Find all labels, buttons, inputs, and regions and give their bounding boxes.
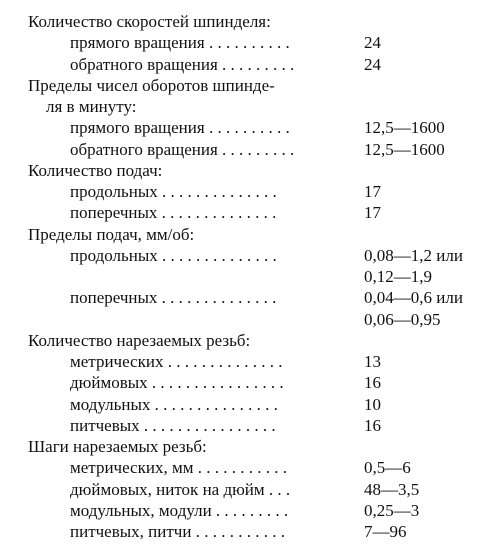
line-value: 12,5—1600 [364,140,445,159]
line-label: питчевых . . . . . . . . . . . . . . . . [70,416,276,435]
line-label: Пределы подач, мм/об: [28,225,195,244]
line-value: 24 [364,55,381,74]
line-label: модульных . . . . . . . . . . . . . . . [70,395,278,414]
line-value: 0,25—3 [364,501,420,520]
line-value: 16 [364,416,381,435]
line-label: прямого вращения . . . . . . . . . . [70,118,290,137]
line-label: дюймовых, ниток на дюйм . . . [70,480,291,499]
line-label: Пределы чисел оборотов шпинде- [28,76,275,95]
line-label: модульных, модули . . . . . . . . . [70,501,289,520]
line-label: продольных . . . . . . . . . . . . . . [70,182,277,201]
line-value: 0,5—6 [364,458,411,477]
line-label: Количество нарезаемых резьб: [28,331,251,350]
line-value: 48—3,5 [364,480,420,499]
line-label: Количество подач: [28,161,163,180]
line-value: 17 [364,203,381,222]
line-label: обратного вращения . . . . . . . . . [70,55,295,74]
line-label: поперечных . . . . . . . . . . . . . . [70,203,277,222]
line-value: 0,06—0,95 [364,310,441,329]
line-label: питчевых, питчи . . . . . . . . . . . [70,522,285,541]
line-label: прямого вращения . . . . . . . . . . [70,33,290,52]
line-label: продольных . . . . . . . . . . . . . . [70,246,277,265]
line-label: Шаги нарезаемых резьб: [28,437,207,456]
line-label: метрических . . . . . . . . . . . . . . [70,352,283,371]
line-value: 17 [364,182,381,201]
line-label: обратного вращения . . . . . . . . . [70,140,295,159]
line-value: 0,08—1,2 или [364,246,463,265]
line-value: 13 [364,352,381,371]
line-value: 12,5—1600 [364,118,445,137]
line-value: 24 [364,33,381,52]
line-value: 7—96 [364,522,407,541]
line-label: поперечных . . . . . . . . . . . . . . [70,288,277,307]
line-value: 0,04—0,6 или [364,288,463,307]
line-label: ля в минуту: [46,97,137,116]
line-label: метрических, мм . . . . . . . . . . . [70,458,287,477]
line-label: Количество скоростей шпинделя: [28,12,271,31]
line-value: 16 [364,373,381,392]
line-value: 10 [364,395,381,414]
line-value: 0,12—1,9 [364,267,432,286]
line-label: дюймовых . . . . . . . . . . . . . . . . [70,373,284,392]
